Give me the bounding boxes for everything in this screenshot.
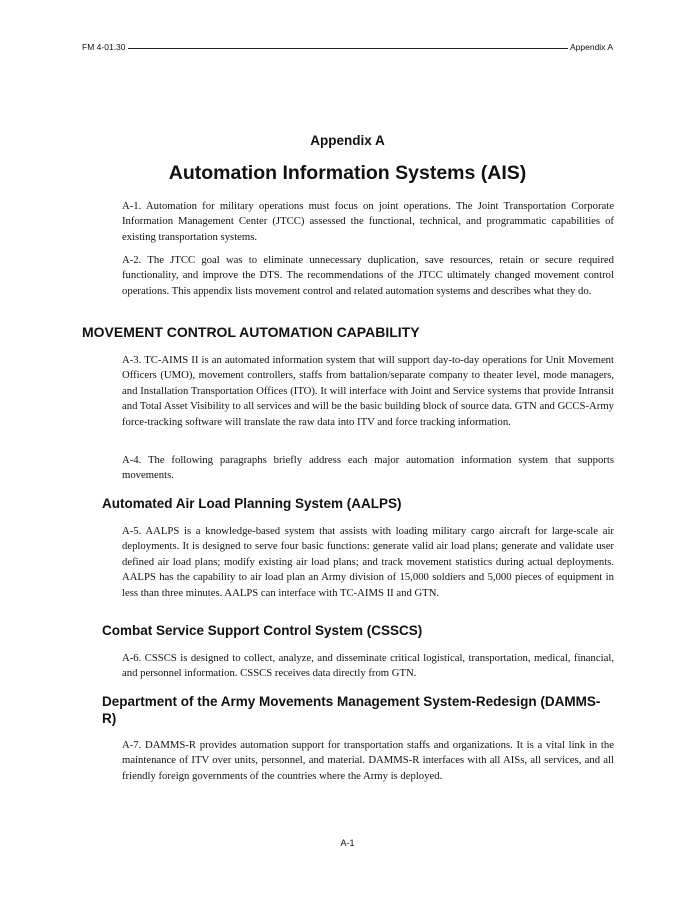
running-header (82, 38, 613, 52)
paragraph-a3: A-3. TC-AIMS II is an automated information system that will support day-to-day operations for Unit Movement Officers (UMO), movement controllers, staffs from battalion/separate company to theater level, mode managers, and Installation Transportation Offices (ITO). It will interface with Joint and Service systems that provide Intransit and Total Asset Visibility to all services and will be the basic building block of source data. GTN and GCCS-Army force-tracking software will translate the raw data into ITV and force tracking information. (122, 354, 614, 428)
page-number: A-1 (340, 838, 355, 848)
header-manual-id: FM 4-01.30 (82, 42, 126, 52)
paragraph-a4: A-4. The following paragraphs briefly address each major automation information system that supports movements. (122, 454, 614, 482)
subheading-csscs: Combat Service Support Control System (CSSCS) (102, 623, 423, 638)
header-appendix: Appendix A (569, 42, 613, 52)
paragraph-a5: A-5. AALPS is a knowledge-based system that assists with loading military cargo aircraft for large-scale air deployments. It is designed to serve four basic functions: generate valid air load plans; generate and validate user defined air load plans; modify existing air load plans; and track movement statistics during actual deployments. AALPS has the capability to air load plan an Army division of 15,000 soldiers and 5,000 pieces of equipment in less than three minutes. AALPS can interface with TC-AIMS II and GTN. (122, 525, 614, 599)
subheading-aalps: Automated Air Load Planning System (AALPS) (102, 496, 402, 511)
paragraph-a1: A-1. Automation for military operations must focus on joint operations. The Joint Transportation Corporate Information Management Center (JTCC) assessed the functional, technical, and programmatic capabilities of existing transportation systems. (122, 200, 614, 243)
paragraph-a7: A-7. DAMMS-R provides automation support for transportation staffs and organizations. It is a vital link in the maintenance of ITV over units, personnel, and material. DAMMS-R interfaces with all AISs, all services, and all friendly foreign governments of the countries where the Army is deployed. (122, 739, 614, 782)
section-heading-movement-control: MOVEMENT CONTROL AUTOMATION CAPABILITY (82, 324, 420, 340)
paragraph-a6: A-6. CSSCS is designed to collect, analyze, and disseminate critical logistical, transportation, medical, financial, and personnel information. CSSCS receives data directly from GTN. (122, 652, 614, 680)
paragraph-a2: A-2. The JTCC goal was to eliminate unnecessary duplication, save resources, retain or secure required functionality, and improve the DTS. The recommendations of the JTCC ultimately changed movement control operations. This appendix lists movement control and related automation systems and describes what they do. (122, 254, 614, 297)
header-rule (128, 48, 568, 49)
subheading-damms-r: Department of the Army Movements Management System-Redesign (DAMMS-R) (102, 694, 601, 726)
page-title: Automation Information Systems (AIS) (168, 162, 527, 184)
appendix-label: Appendix A (310, 133, 385, 148)
